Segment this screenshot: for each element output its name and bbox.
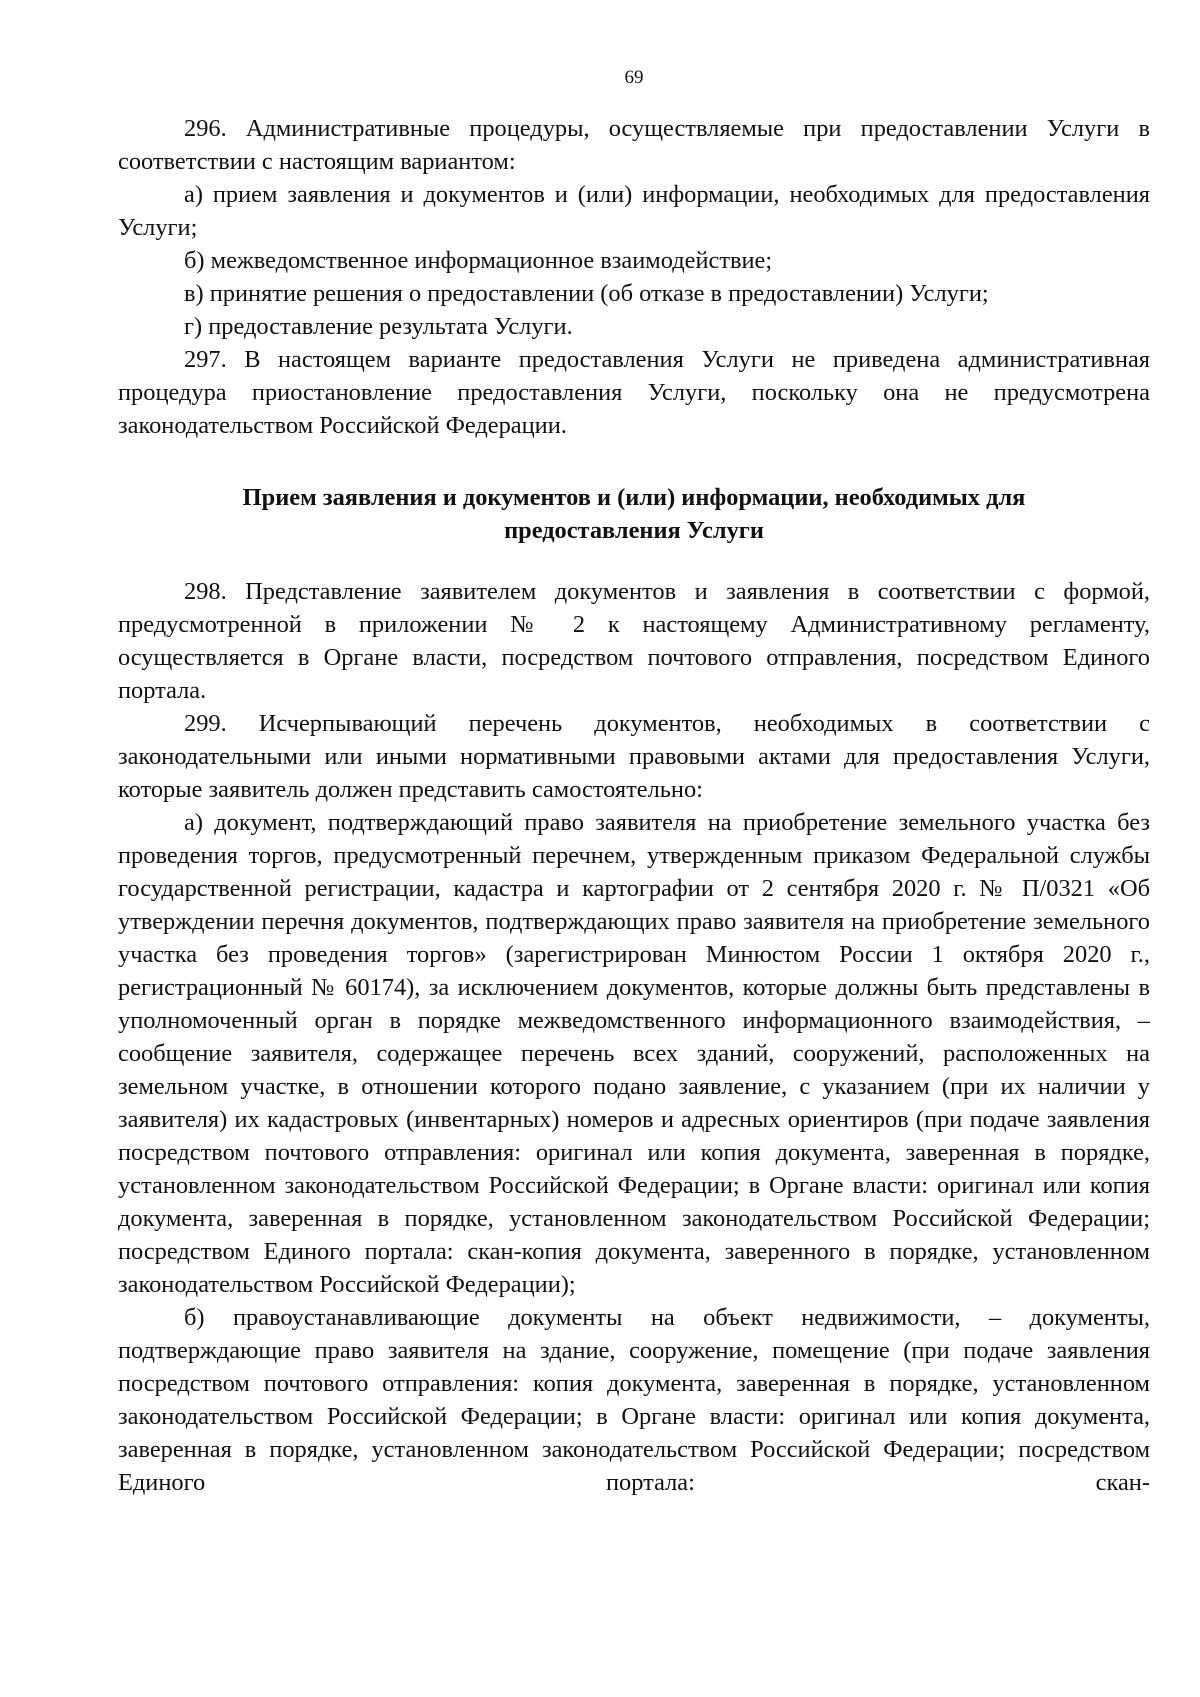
list-item-b: б) межведомственное информационное взаимодействие;	[184, 247, 773, 274]
list-item-b-title-documents: б) правоустанавливающие документы на объект недвижимости, – документы, подтверждающие право заявителя на здание, сооружение, помещение (при подаче заявления посредством почтового отправления: копия документа, заверенная в порядке, установленном законодательством Российской Федерации; в Органе власти: оригинал или копия документа, заверенная в порядке, установленном законодательством Российской Федерации; посредством Единого портала: скан-	[118, 1304, 1150, 1496]
section-heading-line-2: предоставления Услуги	[504, 517, 764, 544]
document-page	[118, 66, 1150, 1499]
paragraph-298: 298. Представление заявителем документов и заявления в соответствии с формой, предусмотренной в приложении № 2 к настоящему Административному регламенту, осуществляется в Органе власти, посредством почтового отправления, посредством Единого портала.	[118, 578, 1150, 704]
section-procedures	[118, 112, 1150, 442]
section-heading-line-1: Прием заявления и документов и (или) информации, необходимых для	[242, 484, 1026, 511]
section-heading	[118, 481, 1150, 547]
paragraph-297: 297. В настоящем варианте предоставления Услуги не приведена административная процедура приостановление предоставления Услуги, поскольку она не предусмотрена законодательством Российской Федерации.	[118, 346, 1150, 439]
section-application	[118, 575, 1150, 1499]
page-number: 69	[624, 67, 644, 88]
list-item-v: в) принятие решения о предоставлении (об отказе в предоставлении) Услуги;	[184, 280, 989, 307]
list-item-g: г) предоставление результата Услуги.	[184, 313, 573, 340]
paragraph-296: 296. Административные процедуры, осуществляемые при предоставлении Услуги в соответствии с настоящим вариантом:	[118, 115, 1150, 175]
list-item-a-document: а) документ, подтверждающий право заявителя на приобретение земельного участка без проведения торгов, предусмотренный перечнем, утвержденным приказом Федеральной службы государственной регистрации, кадастра и картографии от 2 сентября 2020 г. № П/0321 «Об утверждении перечня документов, подтверждающих право заявителя на приобретение земельного участка без проведения торгов» (зарегистрирован Минюстом России 1 октября 2020 г., регистрационный № 60174), за исключением документов, которые должны быть представлены в уполномоченный орган в порядке межведомственного информационного взаимодействия, – сообщение заявителя, содержащее перечень всех зданий, сооружений, расположенных на земельном участке, в отношении которого подано заявление, с указанием (при их наличии у заявителя) их кадастровых (инвентарных) номеров и адресных ориентиров (при подаче заявления посредством почтового отправления: оригинал или копия документа, заверенная в порядке, установленном законодательством Российской Федерации; в Органе власти: оригинал или копия документа, заверенная в порядке, установленном законодательством Российской Федерации; посредством Единого портала: скан-копия документа, заверенного в порядке, установленном законодательством Российской Федерации);	[118, 809, 1150, 1298]
paragraph-299: 299. Исчерпывающий перечень документов, необходимых в соответствии с законодательными или иными нормативными правовыми актами для предоставления Услуги, которые заявитель должен представить самостоятельно:	[118, 710, 1150, 803]
list-item-a: а) прием заявления и документов и (или) информации, необходимых для предоставления Услуги;	[118, 181, 1150, 241]
